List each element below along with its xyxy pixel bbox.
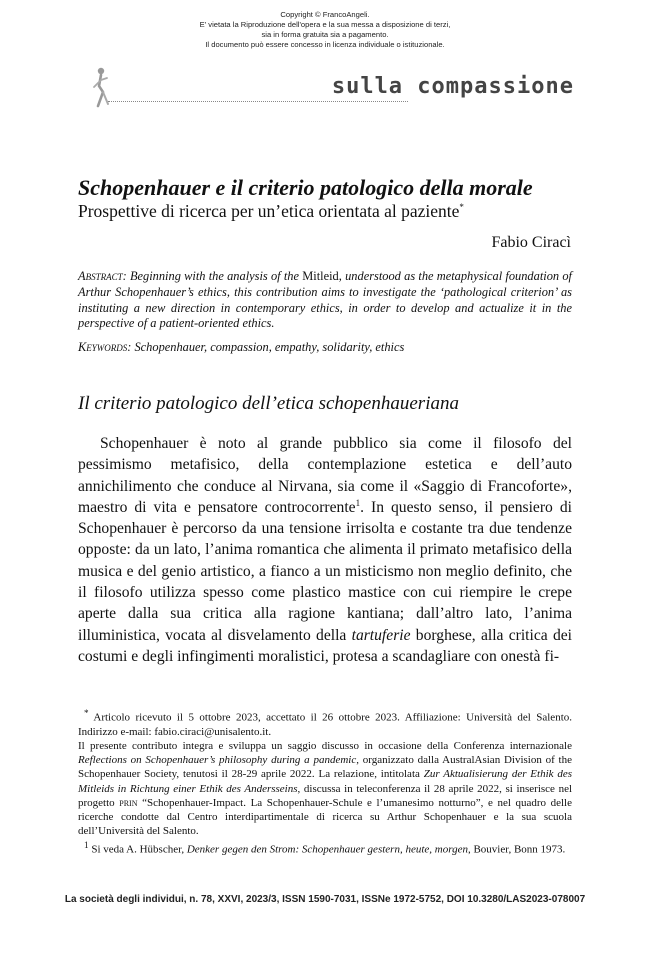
copyright-line: sia in forma gratuita sia a pagamento. — [261, 30, 389, 39]
figure-logo-icon — [90, 66, 112, 110]
footnote-star — [78, 706, 572, 739]
footnote-text: , Bouvier, Bonn 1973. — [467, 844, 566, 857]
header-dotted-rule — [108, 101, 408, 102]
footnote-acronym: prin — [119, 796, 138, 809]
footnote-ref[interactable]: 1 — [355, 497, 361, 508]
footnote-text: Si veda A. Hübscher, — [88, 844, 187, 857]
footnote-1 — [78, 838, 572, 857]
footnote-note — [78, 739, 572, 838]
footnote-1-mark: 1 — [84, 840, 89, 851]
body-text: Schopenhauer è noto al grande pubblico sia come il filosofo del pessimismo metafisico, della contemplazione estetica e dell’auto annichilimento che conduce al Nirvana, sia come il «Saggio di Francoforte», maestro di vita e pensatore controcorrente — [78, 435, 572, 516]
footnote-star-mark: * — [84, 708, 89, 718]
footnote-text: Articolo ricevuto il 5 ottobre 2023, accettato il 26 ottobre 2023. Affiliazione: Università del Salento. Indirizzo e-mail: fabio.ciraci@unisalento.it. — [78, 711, 572, 738]
body-italic-term: tartuferie — [351, 626, 411, 644]
footnotes — [78, 706, 572, 857]
abstract-term: Mitleid, — [302, 269, 342, 283]
copyright-line: E' vietata la Riproduzione dell'opera e la sua messa a disposizione di terzi, — [199, 20, 451, 29]
footnote-text: , organizzato dalla AustralAsian Division of the Schopenhauer Society, tenutosi il 28-29 aprile 2022. La relazione, intitolata — [78, 754, 572, 781]
article-title: Schopenhauer e il criterio patologico della morale — [78, 175, 533, 200]
subtitle-text: Prospettive di ricerca per un’etica orientata al paziente — [78, 201, 460, 221]
keywords — [78, 340, 572, 356]
section-title: sulla compassione — [331, 74, 574, 99]
footnote-text: , discussa in teleconferenza il 28 aprile 2022, si inserisce nel progetto — [78, 782, 573, 809]
footnote-italic: Denker gegen den Strom: Schopenhauer gestern, heute, morgen — [186, 844, 468, 857]
article-subtitle — [78, 201, 464, 222]
footnote-text: “Schopenhauer-Impact. La Schopenhauer-Schule e l’umanesimo notturno”, e nel quadro delle ricerche condotte dal Centro interdipartimentale di ricerca su Arthur Schopenhauer e la sua scuola dell’Università del Salento. — [78, 796, 572, 838]
body-text: . In questo senso, il pensiero di Schopenhauer è percorso da una tensione irrisolta e costante tra due tendenze opposte: da un lato, l’anima romantica che alimenta il primato metafisico della musica e del genio artistico, a fianco a un misticismo non meglio definito, che il filosofo utilizza spesso come plastico mastice con cui riempire le crepe aperte dalla sua critica alla ragione kantiana; dall’altro lato, l’anima illuministica, vocata al disvelamento della — [78, 498, 572, 644]
copyright-line: Copyright © FrancoAngeli. — [280, 10, 370, 19]
section-heading: Il criterio patologico dell’etica schopenhaueriana — [78, 393, 459, 414]
subtitle-footnote-mark[interactable]: * — [459, 202, 464, 213]
body-text: borghese, alla critica dei costumi e degli infingimenti moralistici, protesa a scandagliare con onestà fi- — [78, 626, 573, 665]
section-header — [74, 66, 574, 112]
footnote-italic: Zur Aktualisierung der Ethik des Mitleids in Richtung einer Ethik des Andersseins — [78, 768, 572, 795]
abstract-label: Abstract: — [78, 269, 127, 283]
abstract — [78, 269, 572, 332]
abstract-text: understood as the metaphysical foundation of Arthur Schopenhauer’s ethics, this contribution aims to investigate the ‘pathological criterion’ as instituting a new direction in contemporary ethics, in order to develop and actualize it in the perspective of a patient-oriented ethics. — [78, 269, 572, 331]
journal-footer: La società degli individui, n. 78, XXVI, 2023/3, ISSN 1590-7031, ISSNe 1972-5752, DOI 10.3280/LAS2023-078007 — [64, 894, 586, 905]
body-paragraph — [78, 433, 572, 667]
keywords-text: Schopenhauer, compassion, empathy, solidarity, ethics — [131, 340, 405, 354]
keywords-label: Keywords: — [78, 340, 132, 354]
article-author: Fabio Ciracì — [491, 234, 571, 251]
abstract-text: Beginning with the analysis of the — [126, 269, 303, 283]
footnote-text: Il presente contributo integra e sviluppa un saggio discusso in occasione della Conferenza internazionale — [78, 740, 572, 753]
footnote-italic: Reflections on Schopenhauer’s philosophy during a pandemic — [78, 754, 357, 767]
copyright-notice — [0, 10, 650, 50]
copyright-line: Il documento può essere concesso in licenza individuale o istituzionale. — [205, 40, 445, 49]
